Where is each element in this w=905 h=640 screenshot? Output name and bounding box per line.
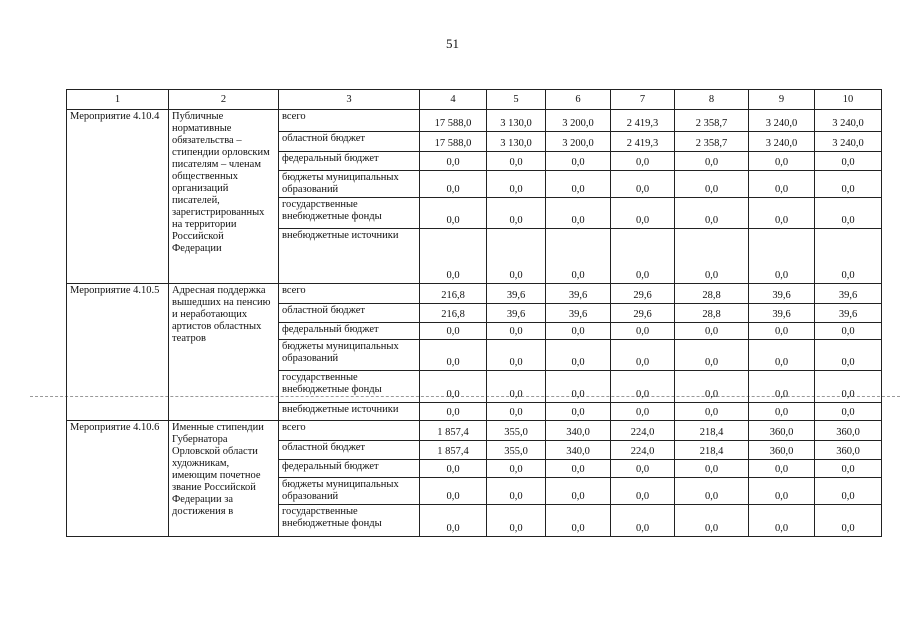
amount-cell: 0,0 xyxy=(815,371,882,403)
amount-cell: 39,6 xyxy=(749,284,815,304)
amount-cell: 0,0 xyxy=(749,152,815,171)
amount-cell: 360,0 xyxy=(749,441,815,460)
table-header-row xyxy=(67,90,882,110)
funding-source: областной бюджет xyxy=(279,441,420,460)
amount-cell: 0,0 xyxy=(487,198,546,229)
amount-cell: 2 419,3 xyxy=(611,132,675,152)
funding-source: федеральный бюджет xyxy=(279,460,420,478)
amount-cell: 0,0 xyxy=(749,403,815,421)
amount-cell: 0,0 xyxy=(675,152,749,171)
amount-cell: 0,0 xyxy=(611,323,675,340)
amount-cell: 0,0 xyxy=(815,505,882,537)
page-number: 51 xyxy=(446,36,459,51)
amount-cell: 0,0 xyxy=(487,505,546,537)
amount-cell: 0,0 xyxy=(675,505,749,537)
column-number-8: 8 xyxy=(675,90,749,110)
amount-cell: 0,0 xyxy=(611,198,675,229)
measure-description: Именные стипендии Губернатора Орловской области художникам, имеющим почетное звание Российской Федерации за достижения в xyxy=(169,421,279,537)
amount-cell: 3 200,0 xyxy=(546,132,611,152)
amount-cell: 0,0 xyxy=(546,403,611,421)
amount-cell: 0,0 xyxy=(815,340,882,371)
measure-description: Публичные нормативные обязательства – стипендии орловским писателям – членам общественных организаций писателей, зарегистрированных на территории Российской Федерации xyxy=(169,110,279,284)
amount-cell: 0,0 xyxy=(611,340,675,371)
measure-code: Мероприятие 4.10.4 xyxy=(67,110,169,284)
amount-cell: 0,0 xyxy=(815,478,882,505)
amount-cell: 0,0 xyxy=(611,505,675,537)
amount-cell: 3 130,0 xyxy=(487,132,546,152)
amount-cell: 0,0 xyxy=(420,229,487,284)
amount-cell: 17 588,0 xyxy=(420,110,487,132)
amount-cell: 0,0 xyxy=(487,340,546,371)
amount-cell: 0,0 xyxy=(611,152,675,171)
amount-cell: 39,6 xyxy=(546,284,611,304)
amount-cell: 0,0 xyxy=(546,340,611,371)
measure-code: Мероприятие 4.10.6 xyxy=(67,421,169,537)
amount-cell: 216,8 xyxy=(420,284,487,304)
amount-cell: 0,0 xyxy=(675,229,749,284)
amount-cell: 1 857,4 xyxy=(420,421,487,441)
amount-cell: 224,0 xyxy=(611,421,675,441)
amount-cell: 0,0 xyxy=(546,478,611,505)
column-number-6: 6 xyxy=(546,90,611,110)
funding-source: всего xyxy=(279,110,420,132)
amount-cell: 340,0 xyxy=(546,441,611,460)
amount-cell: 0,0 xyxy=(611,460,675,478)
amount-cell: 0,0 xyxy=(546,152,611,171)
amount-cell: 218,4 xyxy=(675,441,749,460)
funding-source: областной бюджет xyxy=(279,132,420,152)
amount-cell: 3 130,0 xyxy=(487,110,546,132)
amount-cell: 0,0 xyxy=(487,152,546,171)
amount-cell: 0,0 xyxy=(420,478,487,505)
amount-cell: 3 240,0 xyxy=(749,110,815,132)
amount-cell: 17 588,0 xyxy=(420,132,487,152)
amount-cell: 218,4 xyxy=(675,421,749,441)
amount-cell: 0,0 xyxy=(611,229,675,284)
amount-cell: 0,0 xyxy=(675,478,749,505)
amount-cell: 39,6 xyxy=(487,304,546,323)
amount-cell: 0,0 xyxy=(611,403,675,421)
table-row xyxy=(67,110,882,132)
funding-source: бюджеты муниципальных образований xyxy=(279,171,420,198)
amount-cell: 3 240,0 xyxy=(815,132,882,152)
amount-cell: 0,0 xyxy=(749,229,815,284)
amount-cell: 29,6 xyxy=(611,304,675,323)
table-row xyxy=(67,421,882,441)
amount-cell: 39,6 xyxy=(749,304,815,323)
funding-source: федеральный бюджет xyxy=(279,152,420,171)
amount-cell: 0,0 xyxy=(420,171,487,198)
amount-cell: 0,0 xyxy=(546,198,611,229)
amount-cell: 0,0 xyxy=(749,505,815,537)
funding-source: государственные внебюджетные фонды xyxy=(279,505,420,537)
amount-cell: 0,0 xyxy=(546,323,611,340)
amount-cell: 0,0 xyxy=(546,371,611,403)
funding-source: внебюджетные источники xyxy=(279,403,420,421)
funding-source: всего xyxy=(279,421,420,441)
amount-cell: 0,0 xyxy=(749,323,815,340)
amount-cell: 0,0 xyxy=(675,460,749,478)
column-number-10: 10 xyxy=(815,90,882,110)
amount-cell: 0,0 xyxy=(815,323,882,340)
amount-cell: 0,0 xyxy=(420,505,487,537)
amount-cell: 3 240,0 xyxy=(749,132,815,152)
amount-cell: 2 358,7 xyxy=(675,110,749,132)
amount-cell: 0,0 xyxy=(675,323,749,340)
amount-cell: 0,0 xyxy=(487,323,546,340)
amount-cell: 0,0 xyxy=(815,152,882,171)
amount-cell: 0,0 xyxy=(487,478,546,505)
amount-cell: 0,0 xyxy=(420,403,487,421)
amount-cell: 355,0 xyxy=(487,421,546,441)
amount-cell: 0,0 xyxy=(815,198,882,229)
amount-cell: 224,0 xyxy=(611,441,675,460)
amount-cell: 3 240,0 xyxy=(815,110,882,132)
amount-cell: 0,0 xyxy=(487,460,546,478)
amount-cell: 0,0 xyxy=(749,460,815,478)
amount-cell: 0,0 xyxy=(815,229,882,284)
amount-cell: 360,0 xyxy=(749,421,815,441)
column-number-5: 5 xyxy=(487,90,546,110)
amount-cell: 0,0 xyxy=(611,171,675,198)
amount-cell: 216,8 xyxy=(420,304,487,323)
amount-cell: 39,6 xyxy=(815,304,882,323)
funding-source: бюджеты муниципальных образований xyxy=(279,478,420,505)
amount-cell: 39,6 xyxy=(487,284,546,304)
budget-table xyxy=(66,89,882,537)
amount-cell: 39,6 xyxy=(815,284,882,304)
amount-cell: 0,0 xyxy=(815,460,882,478)
funding-source: всего xyxy=(279,284,420,304)
amount-cell: 360,0 xyxy=(815,441,882,460)
amount-cell: 1 857,4 xyxy=(420,441,487,460)
amount-cell: 0,0 xyxy=(420,460,487,478)
column-number-4: 4 xyxy=(420,90,487,110)
amount-cell: 0,0 xyxy=(675,171,749,198)
funding-source: внебюджетные источники xyxy=(279,229,420,284)
amount-cell: 355,0 xyxy=(487,441,546,460)
amount-cell: 2 419,3 xyxy=(611,110,675,132)
amount-cell: 0,0 xyxy=(546,505,611,537)
measure-description: Адресная поддержка вышедших на пенсию и неработающих артистов областных театров xyxy=(169,284,279,421)
amount-cell: 28,8 xyxy=(675,304,749,323)
amount-cell: 0,0 xyxy=(749,198,815,229)
amount-cell: 0,0 xyxy=(815,403,882,421)
amount-cell: 0,0 xyxy=(675,403,749,421)
amount-cell: 0,0 xyxy=(675,340,749,371)
funding-source: областной бюджет xyxy=(279,304,420,323)
amount-cell: 28,8 xyxy=(675,284,749,304)
amount-cell: 0,0 xyxy=(675,371,749,403)
column-number-3: 3 xyxy=(279,90,420,110)
column-number-2: 2 xyxy=(169,90,279,110)
amount-cell: 3 200,0 xyxy=(546,110,611,132)
column-number-1: 1 xyxy=(67,90,169,110)
amount-cell: 0,0 xyxy=(487,403,546,421)
amount-cell: 39,6 xyxy=(546,304,611,323)
funding-source: федеральный бюджет xyxy=(279,323,420,340)
funding-source: государственные внебюджетные фонды xyxy=(279,198,420,229)
amount-cell: 0,0 xyxy=(420,371,487,403)
measure-code: Мероприятие 4.10.5 xyxy=(67,284,169,421)
amount-cell: 0,0 xyxy=(546,229,611,284)
table-row xyxy=(67,284,882,304)
amount-cell: 0,0 xyxy=(487,171,546,198)
amount-cell: 0,0 xyxy=(487,229,546,284)
amount-cell: 0,0 xyxy=(749,371,815,403)
amount-cell: 0,0 xyxy=(749,340,815,371)
column-number-7: 7 xyxy=(611,90,675,110)
funding-source: бюджеты муниципальных образований xyxy=(279,340,420,371)
amount-cell: 0,0 xyxy=(611,478,675,505)
amount-cell: 0,0 xyxy=(611,371,675,403)
column-number-9: 9 xyxy=(749,90,815,110)
amount-cell: 0,0 xyxy=(546,171,611,198)
amount-cell: 0,0 xyxy=(487,371,546,403)
amount-cell: 2 358,7 xyxy=(675,132,749,152)
amount-cell: 0,0 xyxy=(749,171,815,198)
amount-cell: 29,6 xyxy=(611,284,675,304)
amount-cell: 0,0 xyxy=(815,171,882,198)
amount-cell: 0,0 xyxy=(749,478,815,505)
amount-cell: 0,0 xyxy=(420,323,487,340)
amount-cell: 0,0 xyxy=(420,198,487,229)
amount-cell: 0,0 xyxy=(420,152,487,171)
amount-cell: 0,0 xyxy=(675,198,749,229)
amount-cell: 0,0 xyxy=(546,460,611,478)
funding-source: государственные внебюджетные фонды xyxy=(279,371,420,403)
amount-cell: 340,0 xyxy=(546,421,611,441)
amount-cell: 0,0 xyxy=(420,340,487,371)
amount-cell: 360,0 xyxy=(815,421,882,441)
